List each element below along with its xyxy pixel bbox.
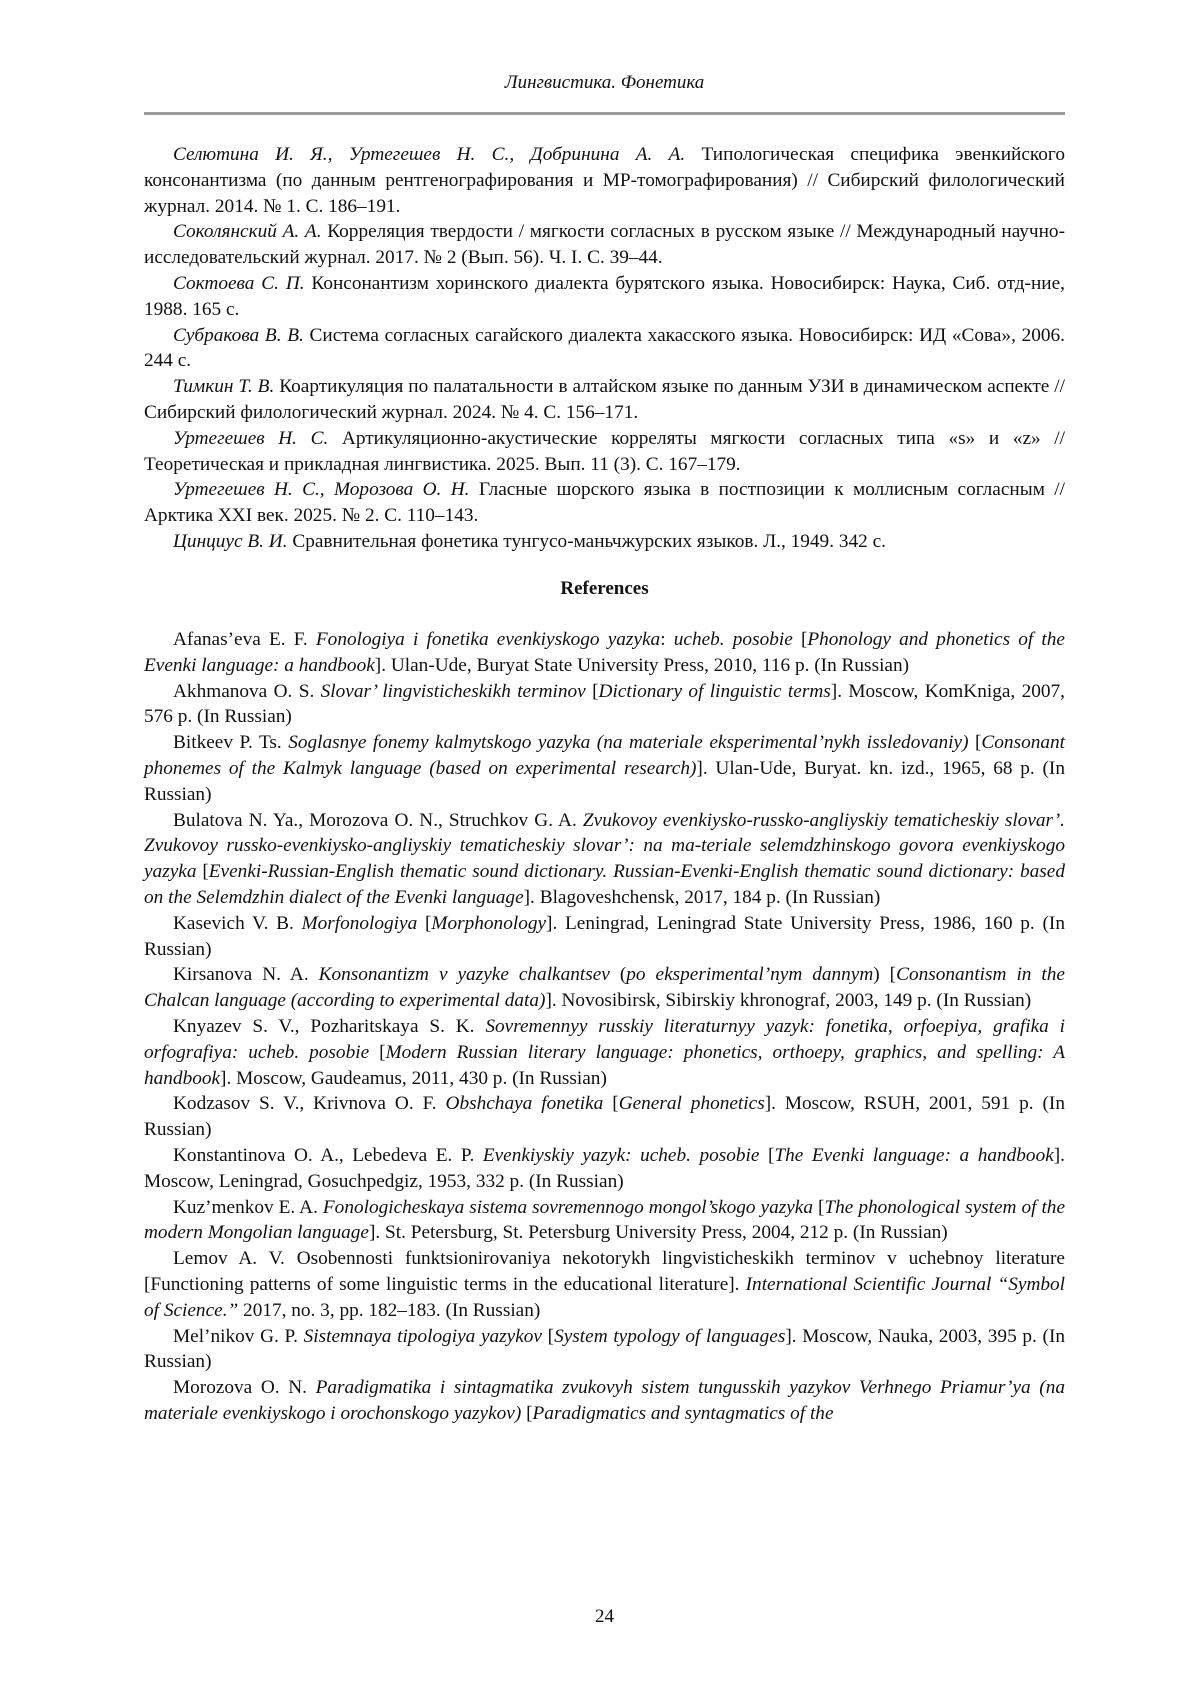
reference-authors: Селютина И. Я., Уртегешев Н. С., Добринина А. А. <box>173 144 686 165</box>
reference-title: Sistemnaya tipologiya yazykov <box>303 1325 542 1347</box>
reference-text: Консонантизм хоринского диалекта бурятского языка. Новосибирск: Наука, Сиб. отд-ние, 1988. 165 с. <box>144 272 1065 320</box>
reference-authors: Соколянский А. А. <box>173 221 322 243</box>
reference-text: ]. Moscow, Leningrad, Gosuchpedgiz, 1953, 332 p. (In Russian) <box>144 1144 1066 1192</box>
reference-entry <box>144 323 1065 375</box>
reference-text: ]. Novosibirsk, Sibirskiy khronograf, 2003, 149 p. (In Russian) <box>545 990 1032 1012</box>
reference-text: Knyazev S. V., Pozharitskaya S. K. <box>173 1015 486 1037</box>
reference-entry <box>144 477 1065 529</box>
reference-text: [ <box>792 629 808 650</box>
reference-text: [ <box>968 732 982 754</box>
reference-title: Soglasnye fonemy kalmytskogo yazyka (na materiale eksperimental’nykh issledovaniy) <box>288 732 969 754</box>
reference-text: ( <box>609 964 627 986</box>
reference-title: Zvukovoy evenkiysko-russko-angliyskiy tematicheskiy slovar’. Zvukovoy russko-evenkiysko-angliyskiy tematicheskiy slovar’: na ma-teriale selemdzhinskogo govora evenkiyskogo yazyka <box>144 809 1065 883</box>
reference-text: Bulatova N. Ya., Morozova O. N., Struchkov G. A. <box>173 809 583 831</box>
reference-text: ]. Moscow, RSUH, 2001, 591 p. (In Russian) <box>144 1093 1065 1141</box>
reference-text: ]. Ulan-Ude, Buryat State University Press, 2010, 116 p. (In Russian) <box>374 654 910 676</box>
reference-authors: Тимкин Т. В. <box>173 376 275 398</box>
reference-title: General phonetics <box>618 1093 765 1115</box>
reference-title: ucheb. posobie <box>673 629 793 650</box>
reference-entry <box>144 1014 1065 1091</box>
reference-entry <box>144 627 1065 679</box>
reference-entry <box>144 529 1065 555</box>
reference-entry <box>144 1143 1065 1195</box>
reference-title: System typology of languages <box>554 1325 786 1347</box>
reference-title: Konsonantizm v yazyke chalkantsev <box>318 964 610 986</box>
reference-text: ]. Blagoveshchensk, 2017, 184 p. (In Russian) <box>523 886 881 908</box>
reference-text: [ <box>369 1041 386 1063</box>
reference-text: [ <box>417 912 432 934</box>
reference-text: Kirsanova N. A. <box>173 964 319 986</box>
reference-title: Slovar’ lingvisticheskikh terminov <box>320 680 586 702</box>
reference-text: [ <box>603 1093 619 1115</box>
reference-text: ]. Moscow, Nauka, 2003, 395 p. (In Russian) <box>144 1325 1066 1373</box>
page-number: 24 <box>595 1606 614 1627</box>
reference-authors: Уртегешев Н. С. <box>173 427 329 449</box>
reference-text: ]. Ulan-Ude, Buryat. kn. izd., 1965, 68 p. (In Russian) <box>144 757 1065 805</box>
reference-text: Mel’nikov G. P. <box>173 1325 304 1347</box>
reference-entry <box>144 426 1065 478</box>
reference-text: Konstantinova O. A., Lebedeva E. P. <box>173 1144 483 1166</box>
reference-title: International Scientific Journal “Symbol of Science.” <box>144 1273 1066 1321</box>
reference-text: Morozova O. N. <box>173 1377 316 1399</box>
reference-text: [ <box>196 861 209 883</box>
reference-text: ]. Moscow, KomKniga, 2007, 576 p. (In Russian) <box>144 680 1065 728</box>
header-rule <box>144 112 1065 115</box>
reference-entry <box>144 219 1065 271</box>
reference-text: 2017, no. 3, pp. 182–183. (In Russian) <box>238 1299 541 1321</box>
references-heading: References <box>560 578 649 599</box>
reference-authors: Субракова В. В. <box>173 324 304 346</box>
reference-text: [ <box>813 1196 825 1218</box>
reference-text: Kasevich V. B. <box>173 912 302 934</box>
reference-entry <box>144 962 1065 1014</box>
reference-text: Корреляция твердости / мягкости согласных в русском языке // Международный научно-исследовательский журнал. 2017. № 2 (Вып. 56). Ч. I. С. 39–44. <box>144 221 1065 269</box>
references-russian <box>144 142 1065 555</box>
reference-title: Paradigmatika i sintagmatika zvukovyh sistem tungusskih yazykov Verhnego Priamur’ya (na materiale evenkiyskogo i orochonskogo yazykov) <box>144 1377 1065 1424</box>
reference-entry <box>144 1195 1065 1247</box>
reference-text: Сравнительная фонетика тунгусо-маньчжурских языков. Л., 1949. 342 с. <box>287 530 886 552</box>
reference-title: Sovremennyy russkiy literaturnyy yazyk: fonetika, orfoepiya, grafika i orfografiya: ucheb. posobie <box>144 1015 1065 1063</box>
references-english <box>144 627 1065 1427</box>
reference-text: Система согласных сагайского диалекта хакасского языка. Новосибирск: ИД «Сова», 2006. 244 с. <box>144 324 1065 372</box>
reference-text: Lemov A. V. Osobennosti funktsionirovaniya nekotorykh lingvisticheskikh terminov v uchebnoy literature [Functioning patterns of some linguistic terms in the educational literature]. <box>144 1248 1065 1295</box>
reference-authors: Соктоева С. П. <box>173 272 305 294</box>
reference-entry <box>144 679 1065 731</box>
reference-text: [ <box>521 1402 533 1424</box>
reference-text: [ <box>585 680 599 702</box>
reference-title: Consonantism in the Chalcan language (according to experimental data) <box>144 964 1065 1012</box>
running-head: Лингвистика. Фонетика <box>504 72 705 93</box>
reference-title: po eksperimental’nym dannym <box>626 964 874 986</box>
reference-text: Akhmanova O. S. <box>173 680 321 702</box>
reference-text: ]. Leningrad, Leningrad State University Press, 1986, 160 p. (In Russian) <box>144 912 1065 960</box>
reference-text: Артикуляционно-акустические корреляты мягкости согласных типа «s» и «z» // Теоретическая и прикладная лингвистика. 2025. Вып. 11 (3). С. 167–179. <box>144 427 1065 475</box>
reference-entry <box>144 730 1065 807</box>
reference-title: Paradigmatics and syntagmatics of the <box>532 1402 834 1424</box>
reference-text: ]. Moscow, Gaudeamus, 2011, 430 p. (In Russian) <box>220 1067 607 1089</box>
reference-title: The Evenki language: a handbook <box>774 1144 1054 1166</box>
reference-text: Гласные шорского языка в постпозиции к моллисным согласным // Арктика XXI век. 2025. № 2. С. 110–143. <box>144 479 1065 527</box>
reference-entry <box>144 271 1065 323</box>
reference-title: Obshchaya fonetika <box>445 1093 604 1115</box>
reference-title: Morphonology <box>431 912 547 934</box>
reference-entry <box>144 1246 1065 1323</box>
reference-title: Phonology and phonetics of the Evenki language: a handbook <box>144 629 1065 676</box>
reference-title: Fonologicheskaya sistema sovremennogo mongol’skogo yazyka <box>322 1196 813 1218</box>
reference-title: Consonant phonemes of the Kalmyk language (based on experimental research) <box>144 732 1065 779</box>
reference-title: Morfonologiya <box>301 912 418 934</box>
reference-text: Коартикуляция по палатальности в алтайском языке по данным УЗИ в динамическом аспекте // Сибирский филологический журнал. 2024. № 4. С. 156–171. <box>144 376 1066 423</box>
reference-text: Afanas’eva E. F. <box>173 629 316 650</box>
reference-authors: Уртегешев Н. С., Морозова О. Н. <box>173 479 470 501</box>
reference-text: Типологическая специфика эвенкийского консонантизма (по данным рентгенографирования и МР-томографирования) // Сибирский филологический журнал. 2014. № 1. С. 186–191. <box>144 144 1065 217</box>
reference-title: The phonological system of the modern Mongolian language <box>144 1196 1065 1244</box>
reference-title: Dictionary of linguistic terms <box>598 680 831 702</box>
reference-text: Kodzasov S. V., Krivnova O. F. <box>173 1093 446 1115</box>
reference-title: Modern Russian literary language: phonetics, orthoepy, graphics, and spelling: A handbook <box>144 1041 1065 1089</box>
reference-text: : <box>660 629 674 650</box>
reference-entry <box>144 1091 1065 1143</box>
reference-entry <box>144 1324 1065 1376</box>
reference-text: Bitkeev P. Ts. <box>173 732 289 754</box>
reference-text: Kuz’menkov E. A. <box>173 1196 323 1218</box>
reference-entry <box>144 142 1065 219</box>
reference-text: ]. St. Petersburg, St. Petersburg University Press, 2004, 212 p. (In Russian) <box>368 1222 948 1244</box>
reference-text: [ <box>759 1144 775 1166</box>
reference-title: Fonologiya i fonetika evenkiyskogo yazyka <box>315 629 661 650</box>
reference-title: Evenki-Russian-English thematic sound dictionary. Russian-Evenki-English thematic sound dictionary: based on the Selemdzhin dialect of the Evenki language <box>144 861 1065 908</box>
reference-entry <box>144 374 1065 426</box>
reference-text: [ <box>541 1325 555 1347</box>
reference-entry <box>144 1375 1065 1427</box>
reference-entry <box>144 808 1065 911</box>
reference-title: Evenkiyskiy yazyk: ucheb. posobie <box>482 1144 760 1166</box>
reference-text: ) [ <box>873 964 897 986</box>
reference-entry <box>144 911 1065 963</box>
reference-authors: Цинциус В. И. <box>173 530 288 552</box>
